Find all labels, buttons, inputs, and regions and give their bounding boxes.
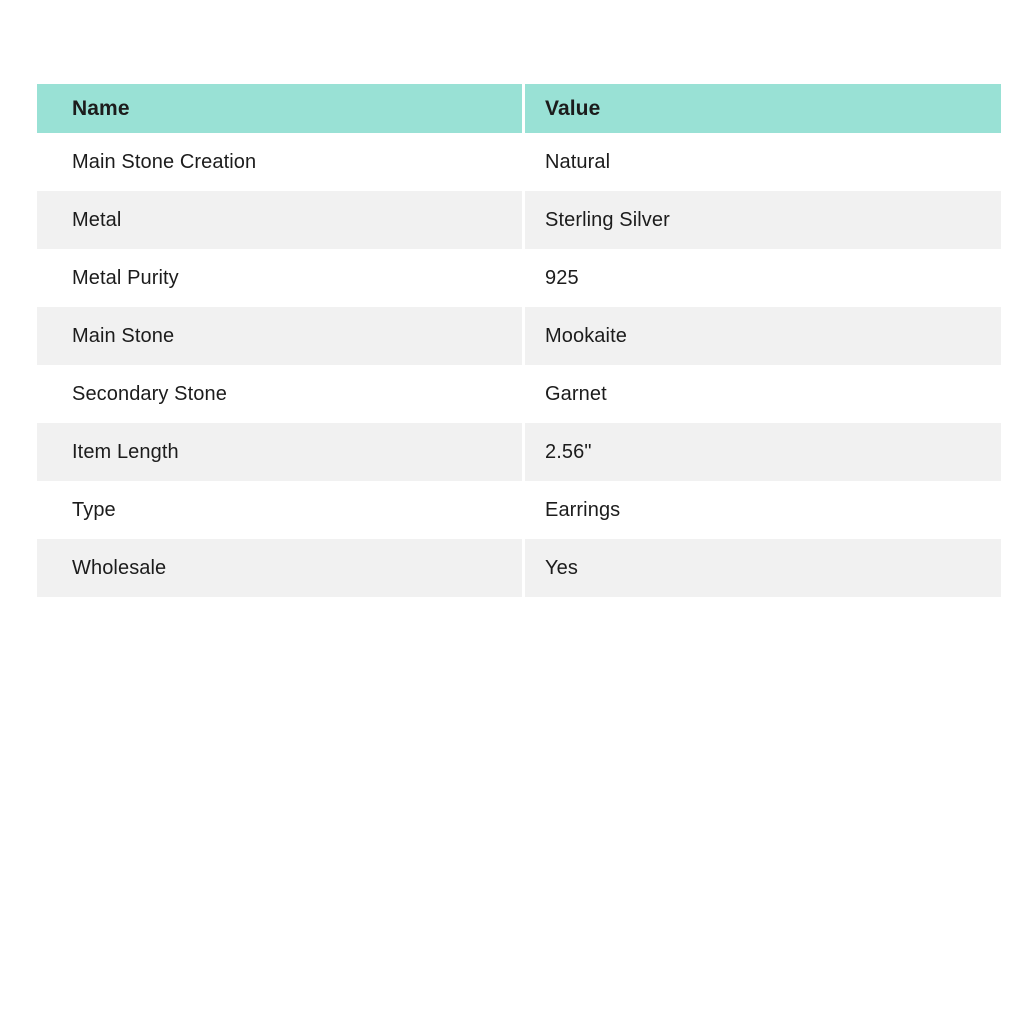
value-cell: Garnet [525,365,1001,423]
table-row [37,481,1001,539]
name-cell: Type [37,481,522,539]
value-cell: Mookaite [525,307,1001,365]
table-row [37,307,1001,365]
table-row [37,249,1001,307]
name-cell: Item Length [37,423,522,481]
value-cell: 2.56" [525,423,1001,481]
table-row [37,365,1001,423]
name-cell: Secondary Stone [37,365,522,423]
name-cell: Main Stone [37,307,522,365]
name-cell: Metal Purity [37,249,522,307]
value-cell: Sterling Silver [525,191,1001,249]
value-cell: Earrings [525,481,1001,539]
table-header-row [37,84,1001,133]
value-cell: Yes [525,539,1001,597]
table-row [37,539,1001,597]
table-row [37,191,1001,249]
name-cell: Metal [37,191,522,249]
column-header-value: Value [525,84,1001,133]
table-body [37,133,1001,597]
table-row [37,423,1001,481]
column-header-name: Name [37,84,522,133]
name-cell: Main Stone Creation [37,133,522,191]
name-cell: Wholesale [37,539,522,597]
value-cell: Natural [525,133,1001,191]
table-row [37,133,1001,191]
product-spec-table [37,84,1001,597]
value-cell: 925 [525,249,1001,307]
